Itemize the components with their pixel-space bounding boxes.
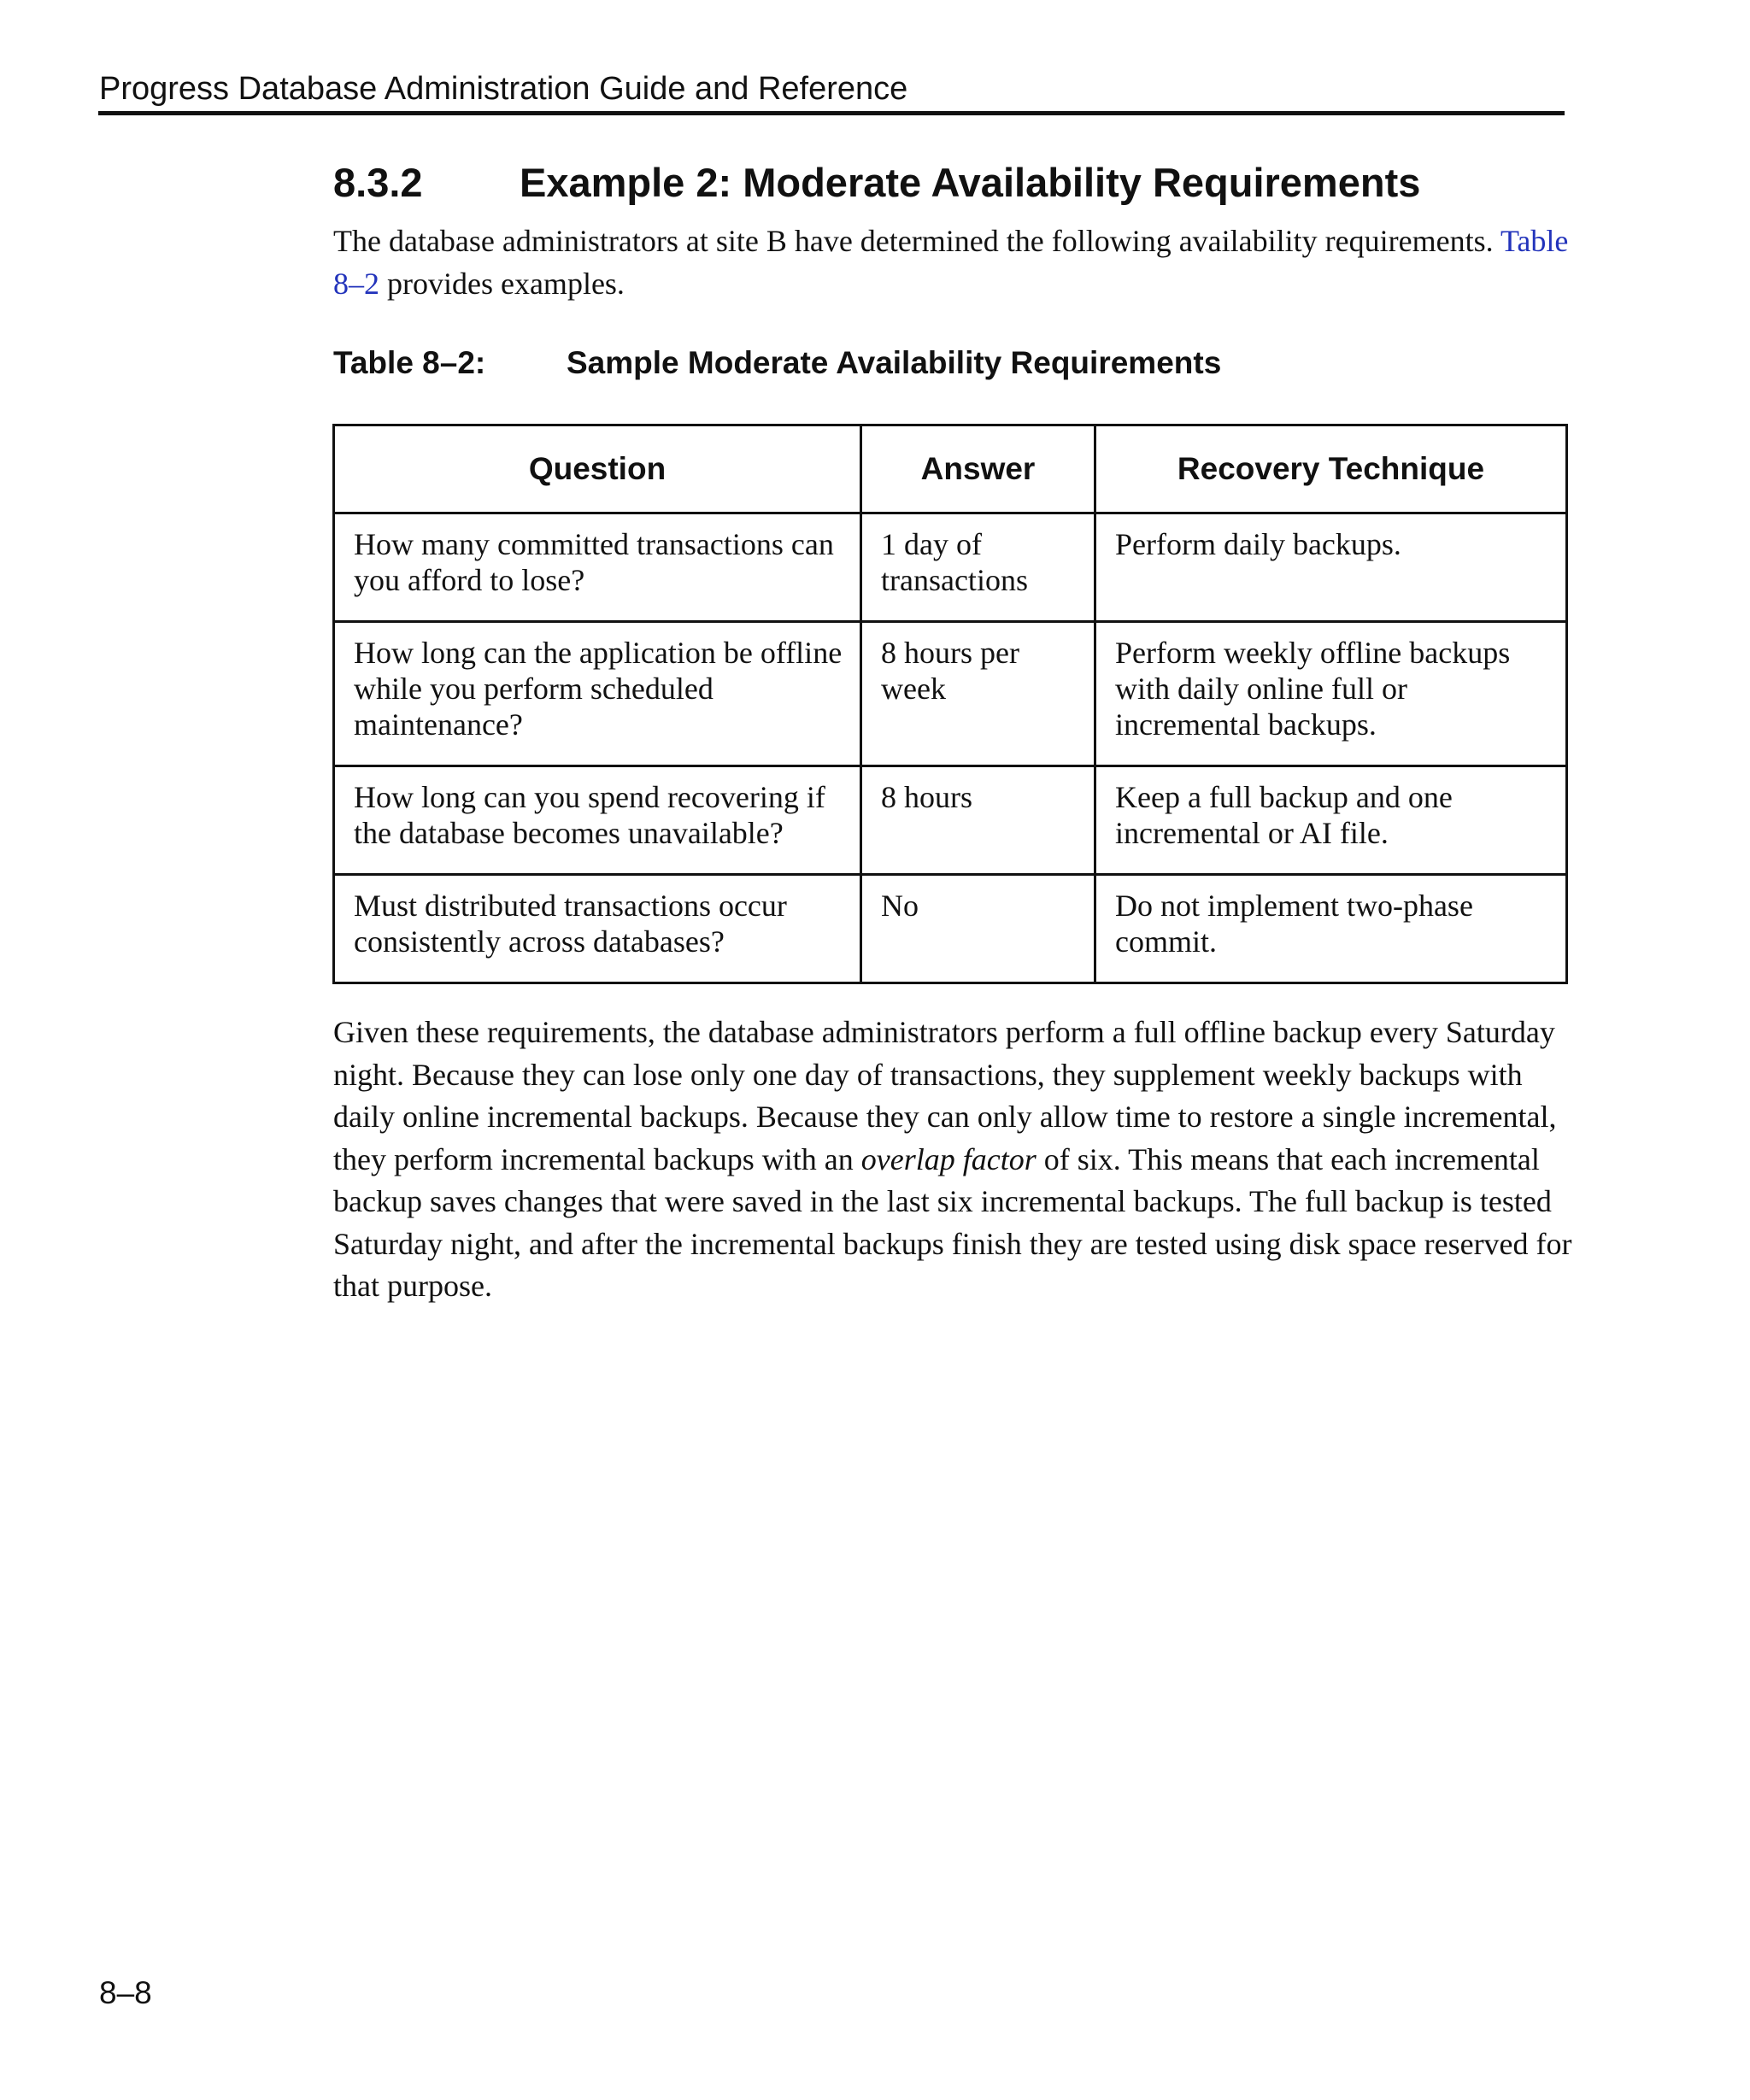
cell-answer: No: [861, 875, 1095, 983]
table-row: [334, 622, 1567, 766]
cell-technique: Perform daily backups.: [1095, 513, 1567, 622]
cell-question: How long can you spend recovering if the database becomes unavailable?: [334, 766, 861, 875]
page-number: 8–8: [99, 1975, 152, 2010]
cell-answer: 8 hours per week: [861, 622, 1095, 766]
table-link[interactable]: Table 8–2: [333, 224, 1569, 301]
table-row: [334, 875, 1567, 983]
cell-question: How long can the application be offline while you perform scheduled maintenance?: [334, 622, 861, 766]
table-caption-label: Table 8–2:: [333, 345, 486, 380]
table-caption: [333, 343, 1221, 383]
cell-answer: 1 day of transactions: [861, 513, 1095, 622]
requirements-table: [332, 424, 1568, 984]
conclusion-part-2: of six. This means that each incremental backup saves changes that were saved in the last six incremental backups. The full backup is tested Saturday night, and after the incremental backups finish they are tested using disk space reserved for that purpose.: [333, 1141, 1572, 1303]
cell-answer: 8 hours: [861, 766, 1095, 875]
table-row: [334, 513, 1567, 622]
cell-technique: Keep a full backup and one incremental or AI file.: [1095, 766, 1567, 875]
overlap-factor-term: overlap factor: [860, 1141, 1036, 1176]
header-rule: [98, 111, 1565, 115]
table-caption-title: Sample Moderate Availability Requirements: [567, 345, 1222, 380]
section-title: Example 2: Moderate Availability Requirements: [520, 160, 1421, 205]
cell-question: How many committed transactions can you afford to lose?: [334, 513, 861, 622]
running-header: Progress Database Administration Guide and Reference: [99, 71, 908, 107]
cell-question: Must distributed transactions occur consistently across databases?: [334, 875, 861, 983]
table-header-row: [334, 425, 1567, 513]
intro-sentence: The database administrators at site B have determined the following availability requirements.: [333, 224, 1494, 258]
cell-technique: Perform weekly offline backups with daily online full or incremental backups.: [1095, 622, 1567, 766]
header-question: Question: [334, 425, 861, 513]
cell-technique: Do not implement two-phase commit.: [1095, 875, 1567, 983]
section-number: 8.3.2: [333, 160, 423, 205]
conclusion-part-1: Given these requirements, the database administrators perform a full offline backup every Saturday night. Because they can lose only one day of transactions, they supplement weekly backups with daily online incremental backups. Because they can only allow time to restore a single incremental, they perform incremental backups with an: [333, 1015, 1557, 1176]
section-heading: [333, 159, 1420, 207]
intro-after-link: provides examples.: [379, 266, 625, 301]
header-answer: Answer: [861, 425, 1095, 513]
table-row: [334, 766, 1567, 875]
header-recovery-technique: Recovery Technique: [1095, 425, 1567, 513]
intro-paragraph: [333, 220, 1572, 305]
conclusion-paragraph: [333, 1012, 1572, 1308]
